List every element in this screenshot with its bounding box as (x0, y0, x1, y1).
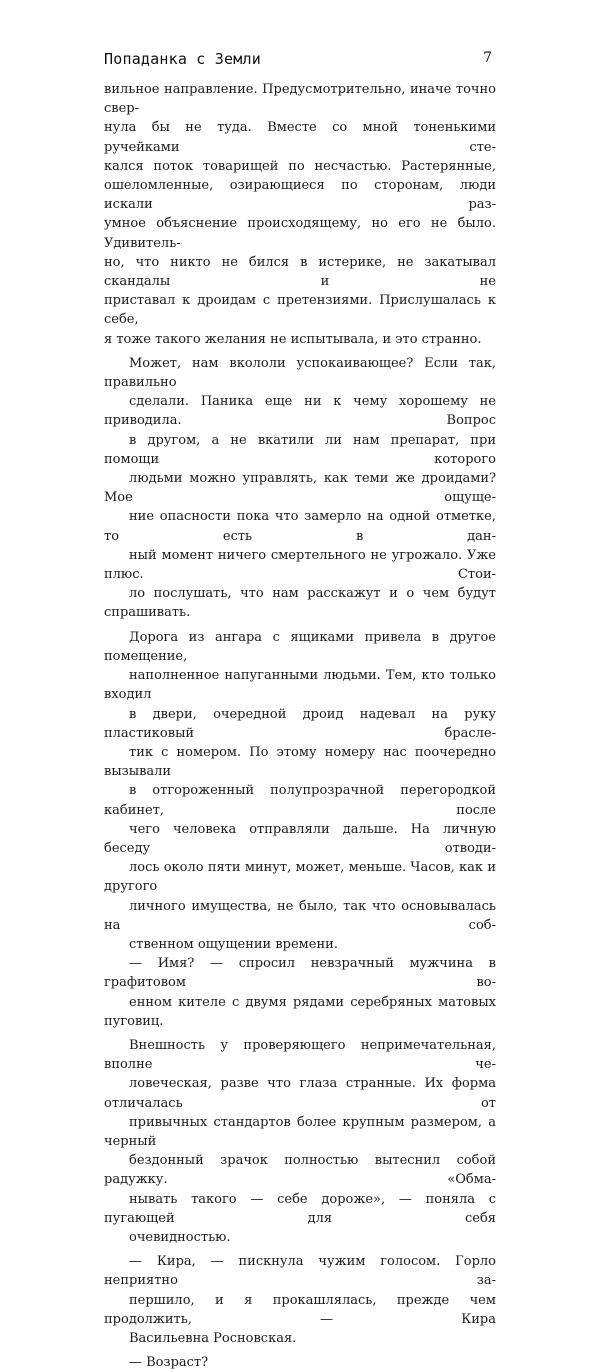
text-line: ственном ощущении времени. (129, 936, 338, 952)
text-line: ный момент ничего смертельного не угрожало. Уже плюс. Стои- (104, 547, 496, 583)
paragraph (104, 80, 496, 349)
text-line: я тоже такого желания не испытывала, и это странно. (104, 331, 482, 347)
paragraph (104, 1353, 496, 1372)
text-line: вильное направление. Предусмотрительно, иначе точно свер- (104, 82, 496, 117)
text-line: сделали. Паника еще ни к чему хорошему не приводила. Вопрос (104, 394, 496, 429)
text-line: приставал к дроидам с претензиями. Прислушалась к себе, (104, 293, 496, 328)
text-line: привычных стандартов более крупным размером, а черный (104, 1114, 496, 1149)
page-number: 7 (483, 50, 492, 66)
text-line: нула бы не туда. Вместе со мной тоненькими ручейками сте- (104, 120, 496, 155)
text-line: чего человека отправляли дальше. На личную беседу отводи- (104, 821, 496, 856)
text-line: людьми можно управлять, как теми же дроидами? Мое ощуще- (104, 471, 496, 506)
text-line: в отгороженный полупрозрачной перегородкой кабинет, после (104, 783, 496, 818)
paragraph (104, 1036, 496, 1247)
running-head (104, 50, 496, 74)
text-line: Дорога из ангара с ящиками привела в другое помещение, (104, 629, 496, 664)
text-line: в другом, а не вкатили ли нам препарат, при помощи которого (104, 432, 496, 467)
body-text (104, 80, 496, 1372)
text-line: енном кителе с двумя рядами серебряных матовых пуговиц. (104, 994, 496, 1029)
text-line: но, что никто не бился в истерике, не закатывал скандалы и не (104, 254, 496, 290)
text-line: — Возраст? (129, 1355, 209, 1371)
text-line: першило, и я прокашлялась, прежде чем продолжить, — Кира (104, 1292, 496, 1327)
text-line: лось около пяти минут, может, меньше. Часов, как и другого (104, 860, 496, 895)
text-line: ловеческая, разве что глаза странные. Их форма отличалась от (104, 1076, 496, 1111)
text-line: умное объяснение происходящему, но его не было. Удивитель- (104, 216, 496, 251)
text-line: ло послушать, что нам расскажут и о чем будут спрашивать. (104, 586, 496, 621)
text-line: бездонный зрачок полностью вытеснил собой радужку. «Обма- (104, 1153, 496, 1188)
text-line: Внешность у проверяющего непримечательная, вполне че- (104, 1037, 496, 1073)
text-line: Васильевна Росновская. (129, 1331, 297, 1346)
text-line: кался поток товарищей по несчастью. Растерянные, (104, 158, 496, 174)
text-line: Может, нам вкололи успокаивающее? Если так, правильно (104, 355, 496, 391)
text-line: нывать такого — себе дороже», — поняла с пугающей для себя (104, 1191, 496, 1226)
paragraph (104, 628, 496, 954)
paragraph (104, 954, 496, 1031)
text-line: — Имя? — спросил невзрачный мужчина в графитовом во- (104, 956, 496, 991)
book-title: Попаданка с Земли (104, 50, 261, 68)
text-line: наполненное напуганными людьми. Тем, кто только входил (104, 668, 496, 703)
paragraph (104, 1252, 496, 1348)
paragraph (104, 354, 496, 623)
text-line: тик с номером. По этому номеру нас поочередно вызывали (104, 744, 496, 780)
text-line: личного имущества, не было, так что основывалась на соб- (104, 898, 496, 933)
text-line: ошеломленные, озирающиеся по сторонам, люди искали раз- (104, 178, 496, 213)
text-line: ние опасности пока что замерло на одной отметке, то есть в дан- (104, 509, 496, 544)
text-line: очевидностью. (129, 1229, 231, 1245)
text-line: в двери, очередной дроид надевал на руку пластиковый брасле- (104, 706, 496, 741)
text-line: — Кира, — пискнула чужим голосом. Горло неприятно за- (104, 1254, 496, 1289)
